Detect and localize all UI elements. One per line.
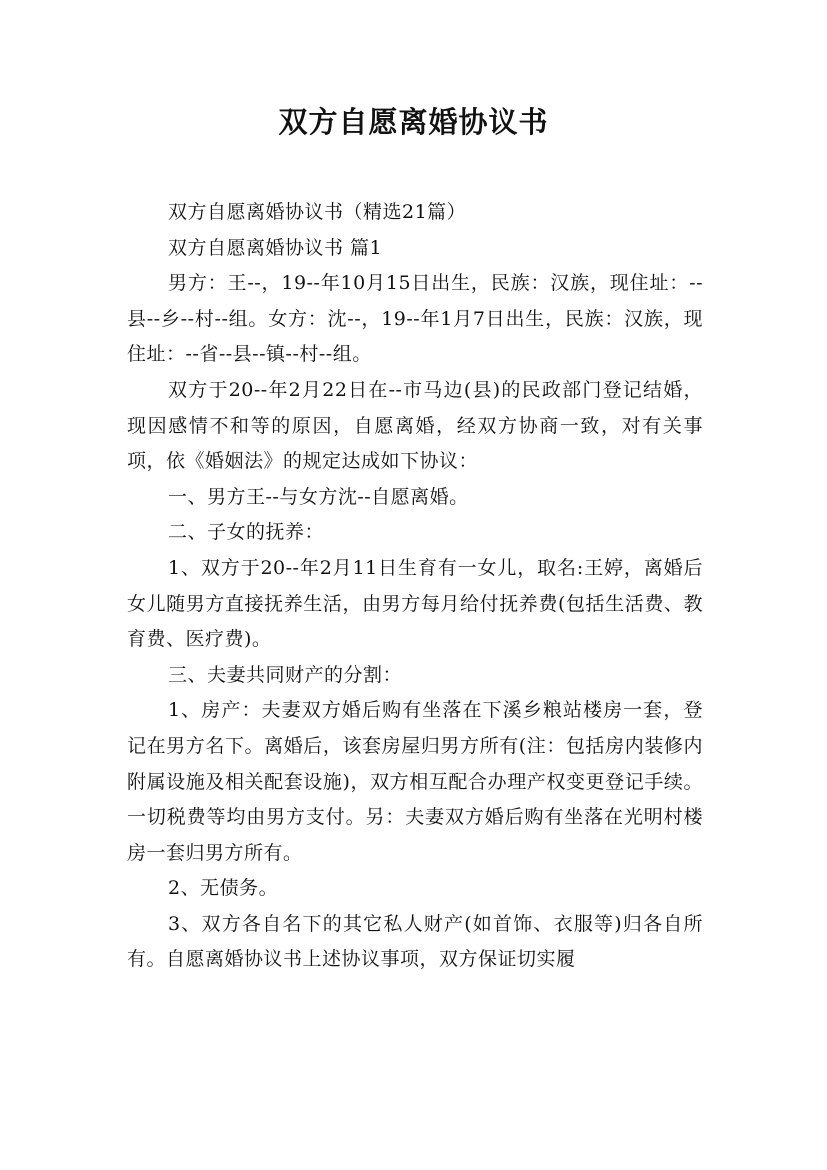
paragraph-parties: 男方：王--，19--年10月15日出生，民族：汉族，现住址：--县--乡--村--组。女方：沈--，19--年1月7日出生，民族：汉族，现住址：--省--县--镇--村--组。: [127, 272, 703, 366]
paragraph-personal-property: 3、双方各自名下的其它私人财产(如首饰、衣服等)归各自所有。自愿离婚协议书上述协议事项，双方保证切实履: [127, 912, 703, 971]
document-body: [127, 195, 703, 978]
paragraph-real-estate: 1、房产：夫妻双方婚后购有坐落在下溪乡粮站楼房一套，登记在男方名下。离婚后，该套房屋归男方所有(注：包括房内装修内附属设施及相关配套设施)，双方相互配合办理产权变更登记手续。一切税费等均由男方支付。另：夫妻双方婚后购有坐落在光明村楼房一套归男方所有。: [127, 699, 703, 864]
paragraph-clause-three-heading: 三、夫妻共同财产的分割：: [168, 663, 403, 686]
paragraph-clause-one: 一、男方王--与女方沈--自愿离婚。: [168, 485, 469, 508]
paragraph-debts: 2、无债务。: [168, 877, 279, 900]
paragraph-section-heading: 双方自愿离婚协议书 篇1: [168, 236, 383, 259]
paragraph-subtitle: 双方自愿离婚协议书（精选21篇）: [168, 201, 467, 223]
document-title: 双方自愿离婚协议书: [278, 105, 549, 139]
paragraph-clause-two-heading: 二、子女的抚养：: [168, 521, 325, 544]
paragraph-child-custody: 1、双方于20--年2月11日生育有一女儿，取名:王婷，离婚后女儿随男方直接抚养生活，由男方每月给付抚养费(包括生活费、教育费、医疗费)。: [127, 556, 703, 651]
paragraph-marriage-registration: 双方于20--年2月22日在--市马边(县)的民政部门登记结婚，现因感情不和等的原因，自愿离婚，经双方协商一致，对有关事项，依《婚姻法》的规定达成如下协议：: [127, 378, 703, 473]
